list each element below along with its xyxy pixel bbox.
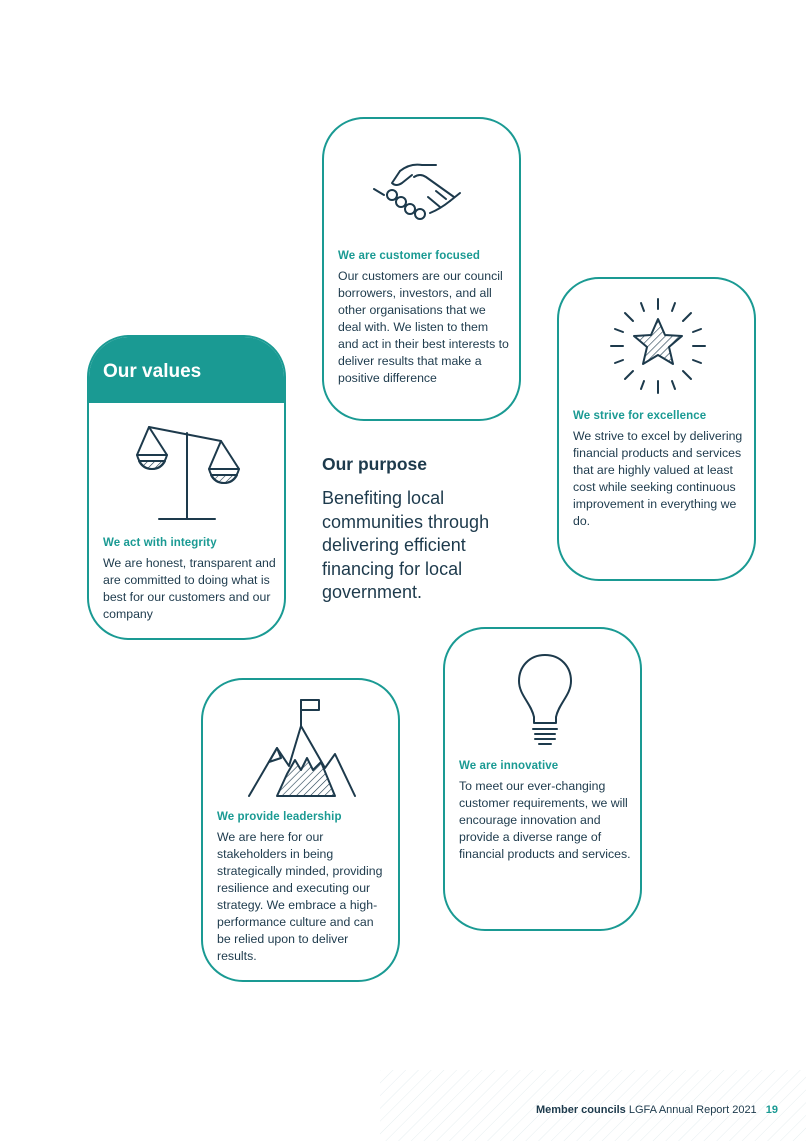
integrity-title: We act with integrity <box>103 537 217 549</box>
leadership-body: We are here for our stakeholders in being strategically minded, providing resilience and executing our strategy. We embrace a high-performance culture and can be relied upon to deliver results. <box>217 830 383 963</box>
values-header <box>89 337 284 403</box>
innovative-card <box>443 627 642 931</box>
customer-focused-title: We are customer focused <box>338 250 481 262</box>
purpose-text: Benefiting local communities through delivering efficient financing for local government. <box>322 488 490 602</box>
purpose-heading: Our purpose <box>322 454 428 474</box>
excellence-body: We strive to excel by delivering financial products and services that are highly valued at least cost while seeking continuous improvement in everything we do. <box>573 429 743 528</box>
customer-focused-card <box>322 117 521 421</box>
mountain-flag-icon <box>247 696 357 802</box>
excellence-card <box>557 277 756 581</box>
integrity-body: We are honest, transparent and are committed to doing what is best for our customers and our company <box>103 556 276 621</box>
excellence-title: We strive for excellence <box>573 410 707 422</box>
values-heading: Our values <box>103 361 202 382</box>
star-icon <box>607 295 709 397</box>
page-number: 19 <box>765 1104 778 1116</box>
customer-focused-body: Our customers are our council borrowers, investors, and all other organisations that we deal with. We listen to them and act in their best interests to deliver results that make a positive difference <box>338 269 509 385</box>
scales-icon <box>133 419 243 525</box>
leadership-title: We provide leadership <box>217 811 342 823</box>
handshake-icon <box>370 157 465 229</box>
footer-section: Member councils <box>535 1104 626 1116</box>
our-values-card <box>87 335 286 640</box>
footer-report: LGFA Annual Report 2021 <box>628 1104 757 1116</box>
lightbulb-icon <box>515 651 575 747</box>
innovative-title: We are innovative <box>459 760 559 772</box>
innovative-body: To meet our ever-changing customer requirements, we will encourage innovation and provide a diverse range of financial products and services. <box>459 779 631 861</box>
page-footer <box>536 1104 778 1116</box>
leadership-card <box>201 678 400 982</box>
